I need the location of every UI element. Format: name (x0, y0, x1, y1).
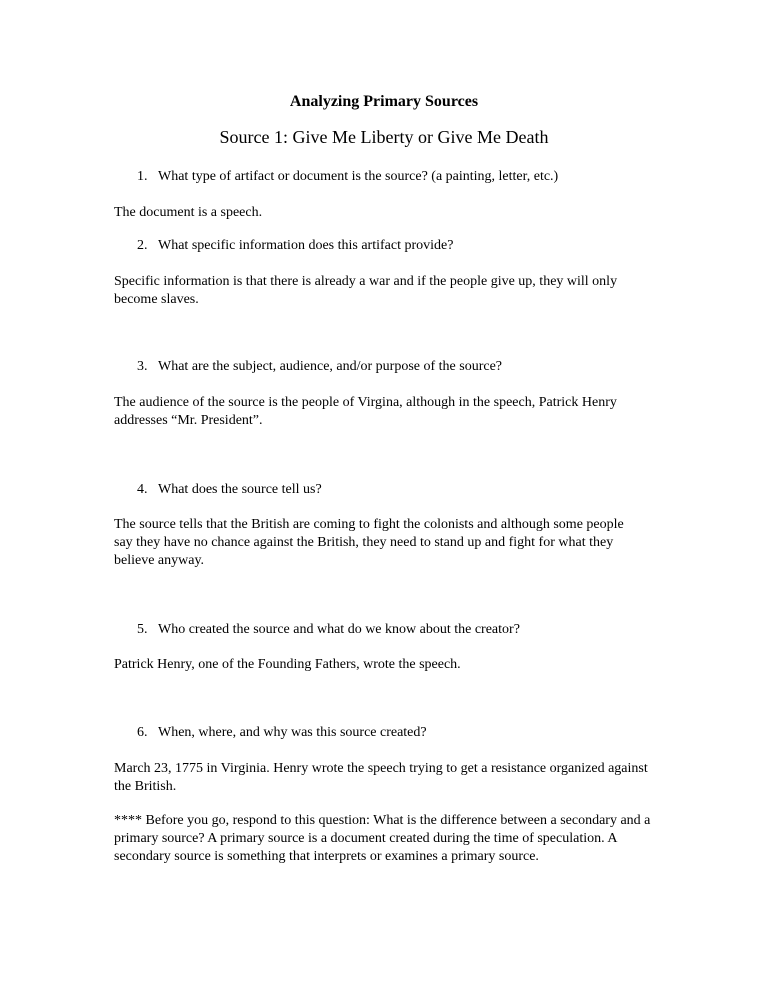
answer-2: Specific information is that there is already a war and if the people give up, they will only become slaves. (114, 274, 618, 307)
question-number: 1. (137, 169, 148, 184)
final-note: **** Before you go, respond to this question: What is the difference between a secondary and a primary source? A primary source is a document created during the time of speculation. A secondary source is something that interprets or examines a primary source. (114, 813, 651, 864)
question-text: When, where, and why was this source created? (158, 725, 427, 740)
question-text: Who created the source and what do we know about the creator? (158, 622, 520, 637)
document-subtitle: Source 1: Give Me Liberty or Give Me Death (219, 127, 549, 147)
answer-6: March 23, 1775 in Virginia. Henry wrote the speech trying to get a resistance organized against the British. (114, 761, 648, 794)
question-number: 2. (137, 238, 148, 253)
question-4 (137, 481, 737, 499)
question-text: What specific information does this artifact provide? (158, 238, 454, 253)
question-2 (137, 237, 737, 255)
question-1 (137, 168, 737, 186)
question-5 (137, 621, 737, 639)
answer-1: The document is a speech. (114, 205, 263, 220)
question-number: 5. (137, 622, 148, 637)
question-number: 4. (137, 482, 148, 497)
document-title: Analyzing Primary Sources (289, 93, 479, 110)
answer-4: The source tells that the British are coming to fight the colonists and although some people say they have no chance against the British, they need to stand up and fight for what they believe anyway. (114, 517, 624, 568)
question-text: What are the subject, audience, and/or purpose of the source? (158, 359, 503, 374)
answer-3: The audience of the source is the people of Virgina, although in the speech, Patrick Henry addresses “Mr. President”. (114, 395, 617, 428)
question-text: What does the source tell us? (158, 482, 322, 497)
question-number: 3. (137, 359, 148, 374)
answer-5: Patrick Henry, one of the Founding Fathers, wrote the speech. (114, 657, 461, 672)
question-6 (137, 724, 737, 742)
question-text: What type of artifact or document is the source? (a painting, letter, etc.) (158, 169, 559, 184)
question-number: 6. (137, 725, 148, 740)
question-3 (137, 358, 737, 376)
